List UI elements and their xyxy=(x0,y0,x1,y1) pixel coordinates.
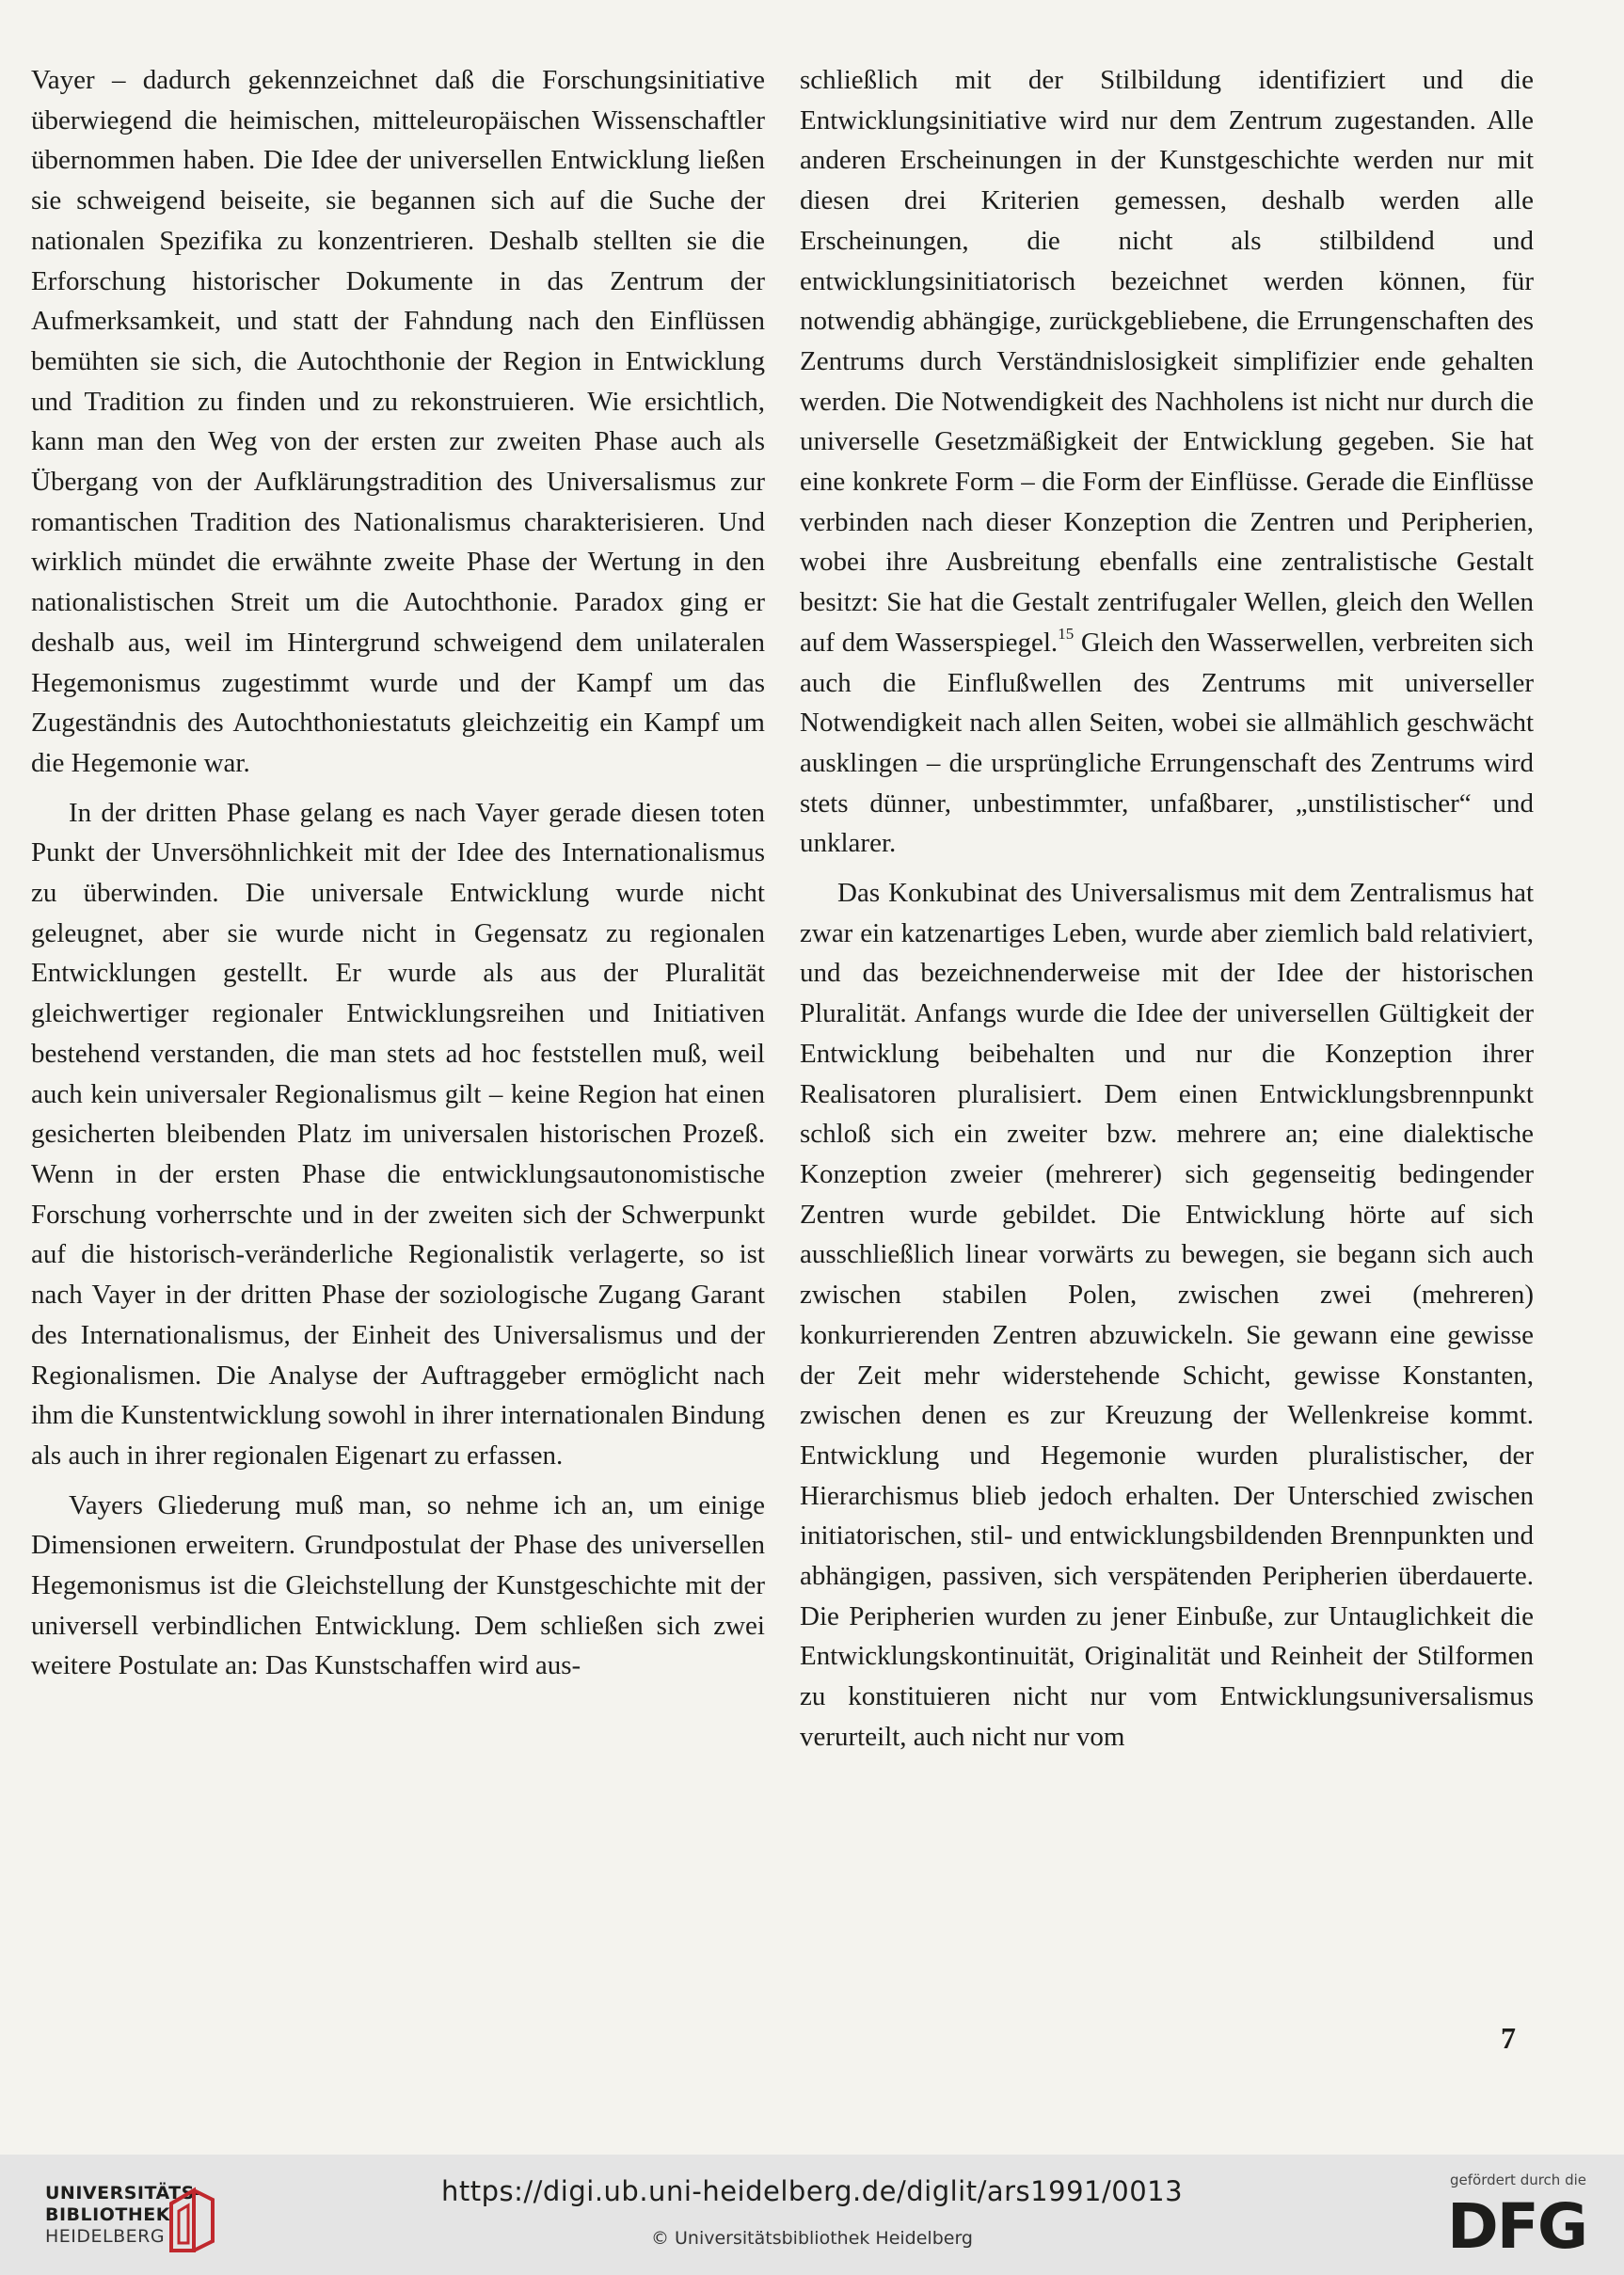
permalink-url[interactable]: https://digi.ub.uni-heidelberg.de/diglit/ars1991/0013 xyxy=(440,2175,1184,2207)
paragraph: Das Konkubinat des Universalismus mit dem Zentralismus hat zwar ein katzenartiges Leben, wurde aber ziemlich bald relativiert, und das bezeichnenderweise mit der Idee der historischen Pluralität. Anfangs wurde die Idee der universellen Gültigkeit der Entwicklung beibehalten und nur die Konzeption ihrer Realisatoren pluralisiert. Dem einen Entwicklungsbrennpunkt schloß sich ein zweiter bzw. mehrere an; eine dialektische Konzeption zweier (mehrerer) sich gegenseitig bedingender Zentren wurde gebildet. Die Entwicklung hörte auf sich ausschließlich linear vorwärts zu bewegen, sie begann sich auch zwischen stabilen Polen, zwischen zwei (mehreren) konkurrierenden Zentren abzuwickeln. Sie gewann eine gewisse der Zeit mehr widerstehende Schicht, gewisse Konstanten, zwischen denen es zur Kreuzung der Wellenkreise kommt. Entwicklung und Hegemonie wurden pluralistischer, der Hierarchismus blieb jedoch erhalten. Der Unterschied zwischen initiatorischen, stil- und entwicklungsbildenden Brennpunkten und abhängigen, passiven, sich verspätenden Peripherien überdauerte. Die Peripherien wurden zu jener Einbuße, zur Untauglichkeit die Entwicklungskontinuität, Originalität und Reinheit der Stilformen zu konstituieren nicht nur vom Entwicklungsuniversalismus verurteilt, auch nicht nur vom xyxy=(800,878,1534,1752)
paragraph: Vayer – dadurch gekennzeichnet daß die Forschungsinitiative überwiegend die heimischen, mitteleuropäischen Wissenschaftler übernommen haben. Die Idee der universellen Entwicklung ließen sie schweigend beiseite, sie begannen sich auf die Suche der nationalen Spezifika zu konzentrieren. Deshalb stellten sie die Erforschung historischer Dokumente in das Zentrum der Aufmerksamkeit, und statt der Fahndung nach den Einflüssen bemühten sie sich, die Autochthonie der Region in Entwicklung und Tradition zu finden und zu rekonstruieren. Wie ersichtlich, kann man den Weg von der ersten zur zweiten Phase auch als Übergang von der Aufklärungstradition des Universalismus zur romantischen Tradition des Nationalismus charakterisieren. Und wirklich mündet die erwähnte zweite Phase der Wertung in den nationalistischen Streit um die Autochthonie. Paradox ging er deshalb aus, weil im Hintergrund schweigend dem unilateralen Hegemonismus zugestimmt wurde und der Kampf um das Zugeständnis des Autochthoniestatuts gleichzeitig ein Kampf um die Hegemonie war. xyxy=(31,65,765,778)
funding-caption: gefördert durch die xyxy=(1450,2172,1586,2188)
logo-text-line: BIBLIOTHEK xyxy=(45,2204,170,2225)
paragraph-text: Gleich den Wasserwellen, verbreiten sich auch die Einflußwellen des Zentrums mit universeller Notwendigkeit nach allen Seiten, wobei sie allmählich geschwächt ausklingen – die ursprüngliche Errungenschaft des Zentrums wird stets dünner, unbestimmter, unfaßbarer, „unstilistischer“ und unklarer. xyxy=(800,627,1534,859)
right-column xyxy=(800,60,1534,1758)
logo-text-line: HEIDELBERG xyxy=(45,2226,166,2247)
copyright-notice: © Universitätsbibliothek Heidelberg xyxy=(650,2228,973,2249)
footnote-reference: 15 xyxy=(1058,625,1075,644)
left-column xyxy=(31,60,765,1686)
dfg-logo[interactable]: DFG xyxy=(1446,2190,1586,2263)
paragraph: In der dritten Phase gelang es nach Vayer gerade diesen toten Punkt der Unversöhnlichkeit mit der Idee des Internationalismus zu überwinden. Die universale Entwicklung wurde nicht geleugnet, aber sie wurde nicht in Gegensatz zu regionalen Entwicklungen gestellt. Er wurde als aus der Pluralität gleichwertiger regionaler Entwicklungsreihen und Initiativen bestehend verstanden, die man stets ad hoc feststellen muß, weil auch kein universaler Regionalismus gilt – keine Region hat einen gesicherten bleibenden Platz im universalen historischen Prozeß. Wenn in der ersten Phase die entwicklungsautonomistische Forschung vorherrschte und in der zweiten sich der Schwerpunkt auf die historisch-veränderliche Regionalistik verlagerte, so ist nach Vayer in der dritten Phase der soziologische Zugang Garant des Internationalismus, der Einheit des Universalismus und der Regionalismen. Die Analyse der Auftraggeber ermöglicht nach ihm die Kunstentwicklung sowohl in ihrer internationalen Bindung als auch in ihrer regionalen Eigenart zu erfassen. xyxy=(31,797,765,1471)
paragraph: Vayers Gliederung muß man, so nehme ich an, um einige Dimensionen erweitern. Grundpostulat der Phase des universellen Hegemonismus ist die Gleichstellung der Kunstgeschichte mit der universell verbindlichen Entwicklung. Dem schließen sich zwei weitere Postulate an: Das Kunstschaffen wird aus- xyxy=(31,1489,765,1681)
paragraph xyxy=(800,60,1534,864)
paragraph-text: schließlich mit der Stilbildung identifiziert und die Entwicklungsinitiative wird nur dem Zentrum zugestanden. Alle anderen Erscheinungen in der Kunstgeschichte werden nur mit diesen drei Kriterien gemessen, deshalb werden alle Erscheinungen, die nicht als stilbildend und entwicklungsinitiatorisch bezeichnet werden können, für notwendig abhängige, zurückgebliebene, die Errungenschaften des Zentrums durch Verständnislosigkeit simplifizier ende gehalten werden. Die Notwendigkeit des Nachholens ist nicht nur durch die universelle Gesetzmäßigkeit der Entwicklung gegeben. Sie hat eine konkrete Form – die Form der Einflüsse. Gerade die Einflüsse verbinden nach dieser Konzeption die Zentren und Peripherien, wobei ihre Ausbreitung ebenfalls eine zentralistische Gestalt besitzt: Sie hat die Gestalt zentrifugaler Wellen, gleich den Wellen auf dem Wasserspiegel. xyxy=(800,65,1534,658)
logo-text-line: UNIVERSITÄTS- xyxy=(45,2183,203,2203)
page-number: 7 xyxy=(1501,2021,1516,2055)
footer-bar xyxy=(0,2155,1624,2275)
